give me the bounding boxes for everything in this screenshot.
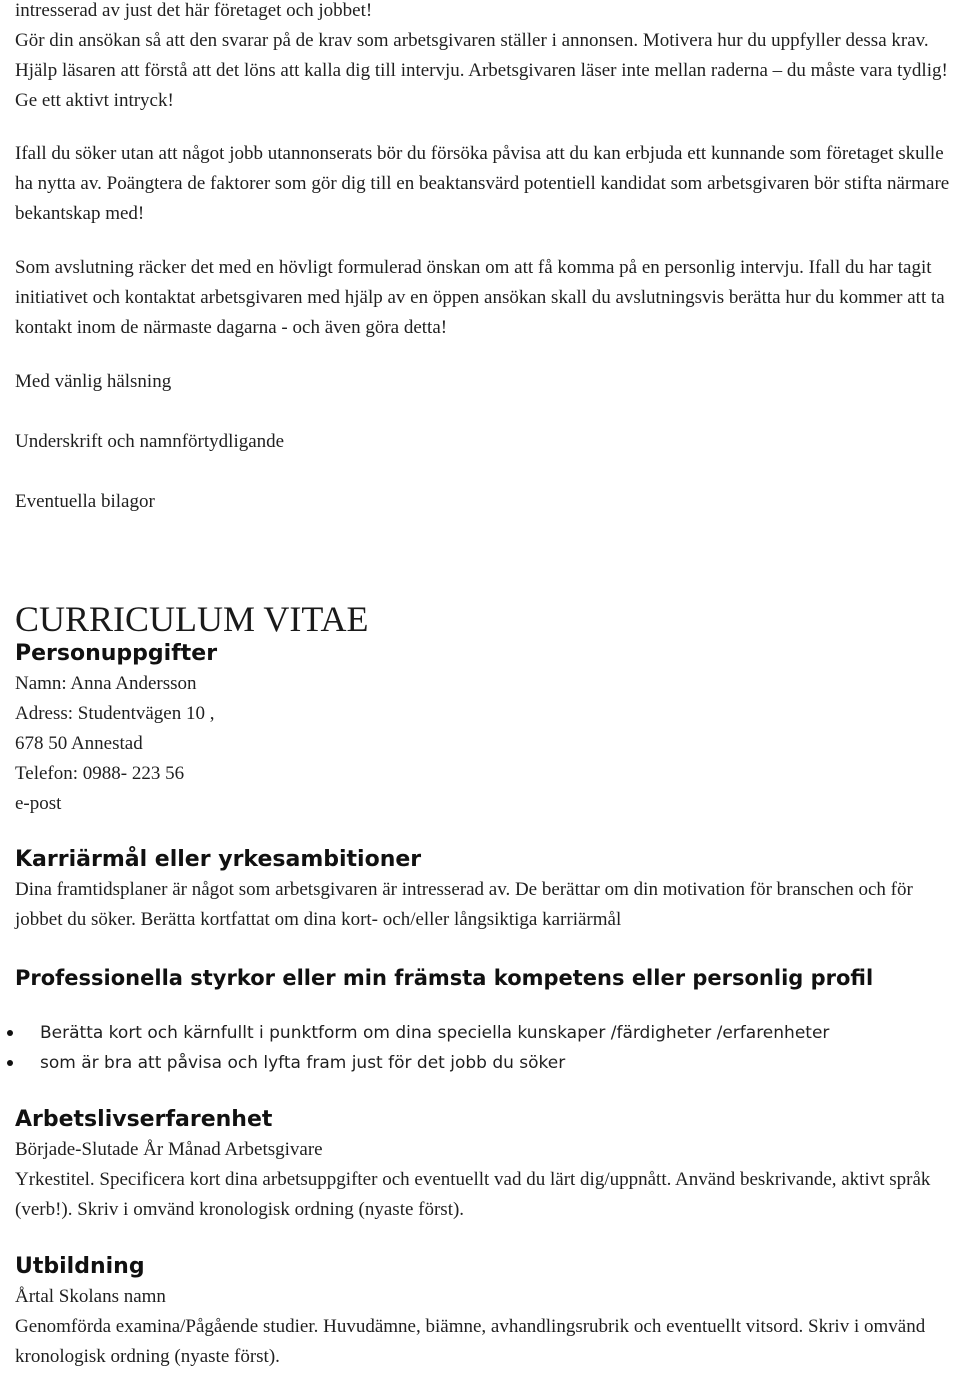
personal-info-heading: Personuppgifter [15,641,218,666]
letter-intro-line: intresserad av just det här företaget och jobbet! [15,0,373,21]
letter-paragraph-unsolicited: Ifall du söker utan att något jobb utannonserats bör du försöka påvisa att du kan erbjuda ett kunnande som företaget skulle ha nytta av. Poängtera de faktorer som gör dig till en beaktansvärd potentiell kandidat som arbetsgivaren bör stifta närmare bekantskap med! [15,143,950,224]
list-item: Berätta kort och kärnfullt i punktform om dina speciella kunskaper /färdigheter /erfarenheter [15,1018,955,1048]
work-experience-text: Yrkestitel. Specificera kort dina arbetsuppgifter och eventuellt vad du lärt dig/uppnått. Använd beskrivande, aktivt språk (verb!). Skriv i omvänd kronologisk ordning (nyaste först). [15,1169,931,1220]
personal-email: e-post [15,793,62,814]
letter-signature: Underskrift och namnförtydligande [15,431,285,452]
education-text: Genomförda examina/Pågående studier. Huvudämne, biämne, avhandlingsrubrik och eventuellt vitsord. Skriv i omvänd kronologisk ordning (nyaste först). [15,1316,926,1367]
education-heading: Utbildning [15,1254,145,1279]
personal-address: Adress: Studentvägen 10 , [15,703,215,724]
personal-postal: 678 50 Annestad [15,733,143,754]
cv-title: CURRICULUM VITAE [15,599,369,639]
document-page [15,0,955,1372]
strengths-list [15,1018,955,1078]
work-experience-heading: Arbetslivserfarenhet [15,1107,273,1132]
personal-phone: Telefon: 0988- 223 56 [15,763,185,784]
list-item: som är bra att påvisa och lyfta fram just för det jobb du söker [15,1048,955,1078]
letter-attachments: Eventuella bilagor [15,491,155,512]
letter-closing-greeting: Med vänlig hälsning [15,371,172,392]
education-columns: Årtal Skolans namn [15,1286,166,1307]
personal-info-section [15,669,955,819]
career-goals-text: Dina framtidsplaner är något som arbetsgivaren är intresserad av. De berättar om din motivation för branschen och för jobbet du söker. Berätta kortfattat om dina kort- och/eller långsiktiga karriärmål [15,879,913,930]
letter-paragraph-requirements: Gör din ansökan så att den svarar på de krav som arbetsgivaren ställer i annonsen. Motivera hur du uppfyller dessa krav. Hjälp läsaren att förstå att det löns att kalla dig till intervju. Arbetsgivaren läser inte mellan raderna – du måste vara tydlig! Ge ett aktivt intryck! [15,30,948,111]
strengths-heading: Professionella styrkor eller min främsta kompetens eller personlig profil [15,966,874,990]
career-goals-heading: Karriärmål eller yrkesambitioner [15,847,422,872]
work-experience-columns: Började-Slutade År Månad Arbetsgivare [15,1139,323,1160]
personal-name: Namn: Anna Andersson [15,673,197,694]
letter-paragraph-closing: Som avslutning räcker det med en hövligt formulerad önskan om att få komma på en personlig intervju. Ifall du har tagit initiativet och kontaktat arbetsgivaren med hjälp av en öppen ansökan skall du avslutningsvis berätta hur du kommer att ta kontakt inom de närmaste dagarna - och även göra detta! [15,257,945,338]
